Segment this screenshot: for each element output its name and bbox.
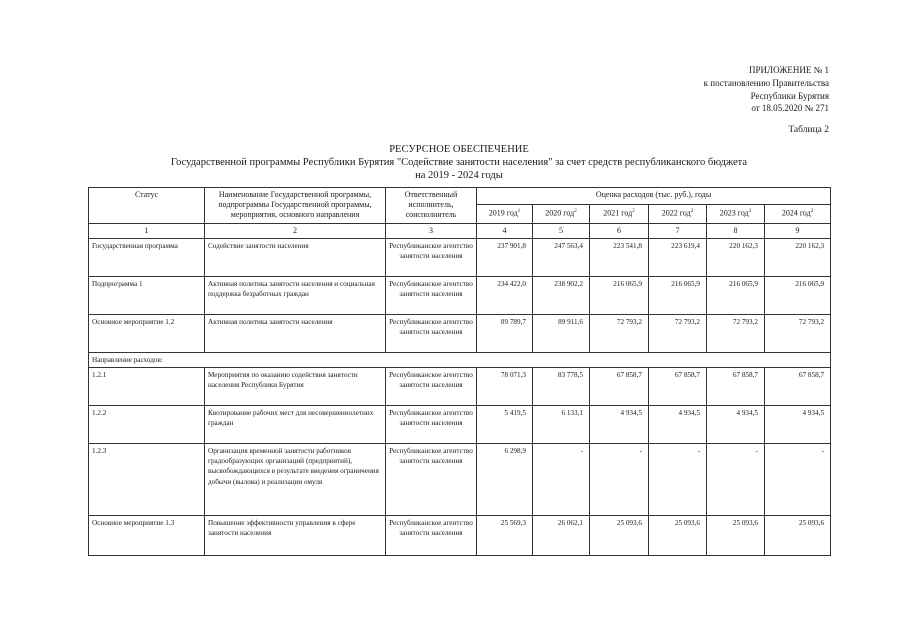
row-name: Организация временной занятости работников градообразующих организаций (предприятий), высвобождающихся в результате введения ограничения добычи (вылова) и реализации омуля xyxy=(205,444,386,516)
row-value: 67 858,7 xyxy=(765,368,831,406)
header-year: 2022 год$^2$ xyxy=(649,204,707,223)
row-name: Активная политика занятости населения xyxy=(205,314,386,352)
header-executor: Ответственный исполнитель, соисполнитель xyxy=(386,188,477,224)
column-number: 2 xyxy=(205,223,386,238)
table-number: Таблица 2 xyxy=(788,125,829,135)
row-value: 25 093,6 xyxy=(765,516,831,556)
row-value: 4 934,5 xyxy=(765,406,831,444)
row-value: 220 162,3 xyxy=(765,238,831,276)
row-value: - xyxy=(533,444,590,516)
row-value: 5 419,5 xyxy=(477,406,533,444)
row-executor: Республиканское агентство занятости населения xyxy=(386,276,477,314)
row-status: 1.2.3 xyxy=(89,444,205,516)
table-row xyxy=(89,276,831,314)
row-value: 89 789,7 xyxy=(477,314,533,352)
table-row xyxy=(89,444,831,516)
header-year: 2024 год$^2$ xyxy=(765,204,831,223)
row-value: 223 541,8 xyxy=(590,238,649,276)
column-number: 3 xyxy=(386,223,477,238)
column-number: 9 xyxy=(765,223,831,238)
row-status: Государственная программа xyxy=(89,238,205,276)
section-row xyxy=(89,352,831,367)
row-value: - xyxy=(765,444,831,516)
row-value: 72 793,2 xyxy=(649,314,707,352)
column-number: 1 xyxy=(89,223,205,238)
column-number: 6 xyxy=(590,223,649,238)
row-status: Подпрограмма 1 xyxy=(89,276,205,314)
row-value: 72 793,2 xyxy=(765,314,831,352)
column-number: 5 xyxy=(533,223,590,238)
row-status: 1.2.2 xyxy=(89,406,205,444)
row-value: 216 065,9 xyxy=(707,276,765,314)
row-value: 6 298,9 xyxy=(477,444,533,516)
row-status: 1.2.1 xyxy=(89,368,205,406)
row-name: Повышение эффективности управления в сфере занятости населения xyxy=(205,516,386,556)
row-value: - xyxy=(649,444,707,516)
row-value: - xyxy=(707,444,765,516)
title-line-1: РЕСУРСНОЕ ОБЕСПЕЧЕНИЕ xyxy=(389,144,529,155)
table-row xyxy=(89,516,831,556)
column-number: 4 xyxy=(477,223,533,238)
row-value: 4 934,5 xyxy=(590,406,649,444)
row-value: 220 162,3 xyxy=(707,238,765,276)
row-value: 26 062,1 xyxy=(533,516,590,556)
appendix-date: от 18.05.2020 № 271 xyxy=(751,103,829,114)
document-title xyxy=(88,143,830,182)
row-value: 223 619,4 xyxy=(649,238,707,276)
header-year: 2021 год$^2$ xyxy=(590,204,649,223)
row-name: Содействие занятости населения xyxy=(205,238,386,276)
row-executor: Республиканское агентство занятости населения xyxy=(386,314,477,352)
table-row xyxy=(89,368,831,406)
row-value: 238 902,2 xyxy=(533,276,590,314)
row-executor: Республиканское агентство занятости населения xyxy=(386,406,477,444)
row-value: 237 901,8 xyxy=(477,238,533,276)
row-value: 234 422,0 xyxy=(477,276,533,314)
row-value: 78 071,3 xyxy=(477,368,533,406)
row-value: 67 858,7 xyxy=(590,368,649,406)
title-line-3: на 2019 - 2024 годы xyxy=(415,170,503,181)
row-value: - xyxy=(590,444,649,516)
row-value: 4 934,5 xyxy=(649,406,707,444)
row-executor: Республиканское агентство занятости населения xyxy=(386,444,477,516)
row-name: Мероприятия по оказанию содействия занятости населения Республики Бурятия xyxy=(205,368,386,406)
header-name: Наименование Государственной программы, подпрограммы Государственной программы, мероприятия, основного направления xyxy=(205,188,386,224)
row-value: 6 133,1 xyxy=(533,406,590,444)
appendix-title: ПРИЛОЖЕНИЕ № 1 xyxy=(748,65,829,75)
row-value: 72 793,2 xyxy=(590,314,649,352)
appendix-gov: Республики Бурятия xyxy=(750,90,829,101)
header-year: 2023 год$^2$ xyxy=(707,204,765,223)
row-executor: Республиканское агентство занятости населения xyxy=(386,516,477,556)
header-estimate: Оценка расходов (тыс. руб.), годы xyxy=(477,188,831,205)
row-value: 4 934,5 xyxy=(707,406,765,444)
row-value: 25 093,6 xyxy=(590,516,649,556)
row-value: 67 858,7 xyxy=(707,368,765,406)
row-value: 67 858,7 xyxy=(649,368,707,406)
row-executor: Республиканское агентство занятости населения xyxy=(386,368,477,406)
header-year: 2020 год$^2$ xyxy=(533,204,590,223)
header-status: Статус xyxy=(89,188,205,224)
appendix-ref: к постановлению Правительства xyxy=(703,77,829,88)
row-value: 72 793,2 xyxy=(707,314,765,352)
column-number: 8 xyxy=(707,223,765,238)
column-number: 7 xyxy=(649,223,707,238)
row-value: 25 569,3 xyxy=(477,516,533,556)
row-value: 216 065,9 xyxy=(765,276,831,314)
title-line-2: Государственной программы Республики Бурятия "Содействие занятости населения" за счет средств республиканского бюджета xyxy=(170,157,748,168)
row-value: 25 093,6 xyxy=(707,516,765,556)
column-numbers-row xyxy=(89,223,831,238)
header-year: 2019 год$^1$ xyxy=(477,204,533,223)
section-label: Направление расходов: xyxy=(89,352,831,367)
row-status: Основное мероприятие 1.2 xyxy=(89,314,205,352)
row-value: 25 093,6 xyxy=(649,516,707,556)
row-name: Квотирование рабочих мест для несовершеннолетних граждан xyxy=(205,406,386,444)
table-row xyxy=(89,238,831,276)
row-value: 89 911,6 xyxy=(533,314,590,352)
table-row xyxy=(89,314,831,352)
row-value: 216 065,9 xyxy=(649,276,707,314)
row-executor: Республиканское агентство занятости населения xyxy=(386,238,477,276)
row-status: Основное мероприятие 1.3 xyxy=(89,516,205,556)
appendix-block xyxy=(704,64,829,115)
row-name: Активная политика занятости населения и социальная поддержка безработных граждан xyxy=(205,276,386,314)
resource-table xyxy=(88,187,831,556)
row-value: 83 778,5 xyxy=(533,368,590,406)
row-value: 216 065,9 xyxy=(590,276,649,314)
row-value: 247 563,4 xyxy=(533,238,590,276)
table-row xyxy=(89,406,831,444)
